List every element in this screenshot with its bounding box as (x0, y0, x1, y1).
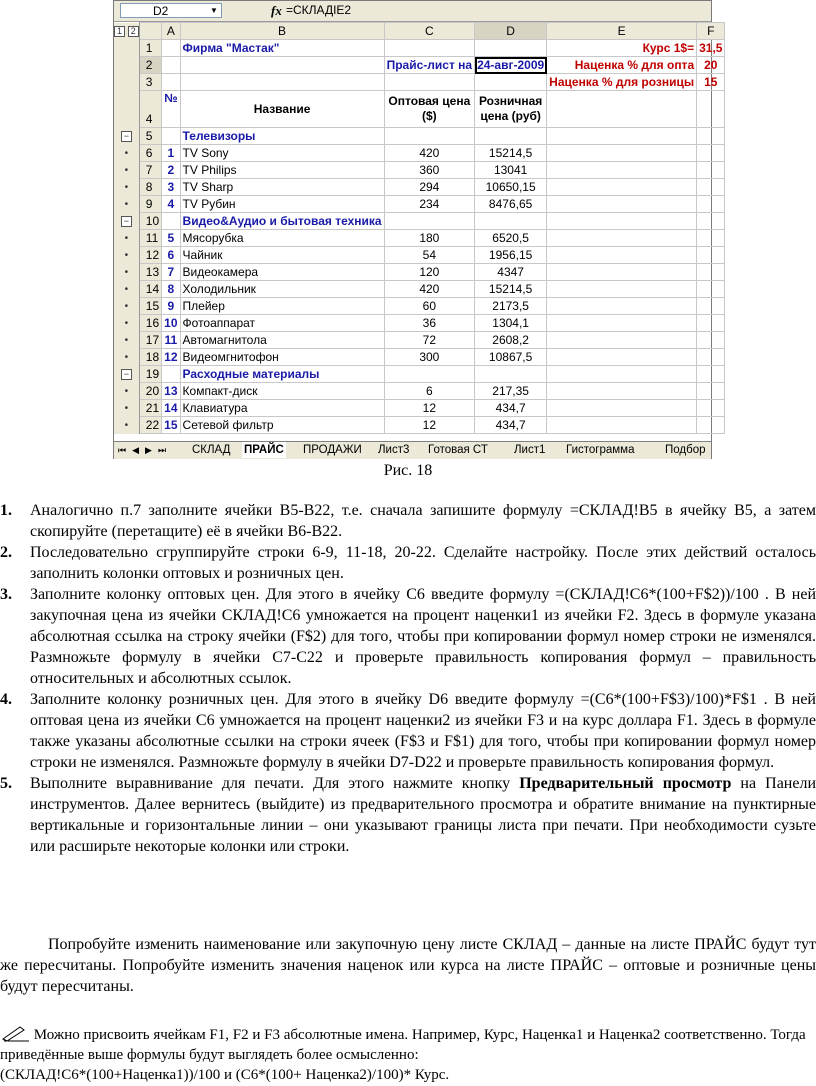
column-header-f[interactable]: F (697, 23, 725, 40)
table-row: • 7 2 TV Philips 360 13041 (114, 162, 725, 179)
collapse-group-button[interactable]: − (114, 213, 139, 230)
tab-podbor[interactable]: Подбор (665, 444, 706, 456)
list-item: 2. Последовательно сгруппируйте строки 6-9, 11-18, 20-22. Сделайте настройку. После этих действий осталось заполнить колонки оптовых и розничных цен. (0, 544, 816, 582)
company-title[interactable]: Фирма "Мастак" (180, 40, 384, 57)
table-row: • 20 13 Компакт-диск 6 217,35 (114, 383, 725, 400)
table-header-row: 4 № Название Оптовая цена ($) Розничная цена (руб) (114, 91, 725, 128)
table-row: • 13 7 Видеокамера 120 4347 (114, 264, 725, 281)
table-row: • 8 3 TV Sharp 294 10650,15 (114, 179, 725, 196)
figure-caption: Рис. 18 (383, 462, 433, 479)
group-header-row: − 5 Телевизоры (114, 128, 725, 145)
select-all-corner[interactable] (139, 23, 161, 40)
tab-list3[interactable]: Лист3 (378, 444, 410, 456)
table-row: • 15 9 Плейер 60 2173,5 (114, 298, 725, 315)
column-header-row (114, 23, 725, 40)
collapse-group-button[interactable]: − (114, 366, 139, 383)
column-header-a[interactable]: A (162, 23, 180, 40)
table-row: • 21 14 Клавиатура 12 434,7 (114, 400, 725, 417)
note-block (0, 1024, 816, 1085)
table-row: • 17 11 Автомагнитола 72 2608,2 (114, 332, 725, 349)
tab-scroll-buttons[interactable]: ⏮◀▶⏭ (118, 445, 173, 455)
note-text: Можно присвоить ячейкам F1, F2 и F3 абсолютные имена. Например, Курс, Наценка1 и Наценка2 соответственно. Тогда приведённые выше формулы будут выглядеть более осмысленно: (0, 1027, 806, 1063)
group-header-row: − 10 Видео&Аудио и бытовая техника (114, 213, 725, 230)
column-header-b[interactable]: B (180, 23, 384, 40)
table-row: • 16 10 Фотоаппарат 36 1304,1 (114, 315, 725, 332)
formula-bar (114, 1, 711, 22)
table-row: • 12 6 Чайник 54 1956,15 (114, 247, 725, 264)
chevron-down-icon[interactable]: ▼ (210, 6, 218, 15)
list-item: 3. Заполните колонку оптовых цен. Для этого в ячейку C6 введите формулу =(СКЛАД!C6*(100+F$2))/100 . В ней закупочная цена из ячейки СКЛАД!C6 умножается на процент наценки1 из ячейки F2. Здесь в формуле указана абсолютная ссылка на строку ячейки (F$2) для того, чтобы при копировании формул номер строки не изменялся. Размножьте формулу в ячейки C7-C22 и проверьте правильность копирования формул – правильность относительных и абсолютных ссылок. (0, 586, 816, 687)
list-item: 4. Заполните колонку розничных цен. Для этого в ячейку D6 введите формулу =(C6*(100+F$3)/100)*F$1 . В ней оптовая цена из ячейки C6 умножается на процент наценки2 из ячейки F3 и на курс доллара F1. Здесь в формуле также указаны абсолютные ссылки на строки ячеек (F$3 и F$1) для того, чтобы при копировании формул номер строки не изменялся. Размножьте формулу в ячейки D7-D22 и проверьте правильность копирования формул. (0, 691, 816, 771)
sheet-tab-bar (114, 441, 711, 459)
tab-list1[interactable]: Лист1 (514, 444, 546, 456)
selected-cell-d2[interactable]: 24-авг-2009 (475, 57, 547, 74)
tab-prais[interactable]: ПРАЙС (244, 444, 284, 456)
list-item: 1. Аналогично п.7 заполните ячейки B5-B22, т.е. сначала запишите формулу =СКЛАД!B5 в ячейку B5, а затем скопируйте (перетащите) её в ячейки B6-B22. (0, 502, 816, 540)
column-header-e[interactable]: E (547, 23, 697, 40)
column-header-d[interactable]: D (475, 23, 547, 40)
collapse-group-button[interactable]: − (114, 128, 139, 145)
note-formulas: (СКЛАД!C6*(100+Наценка1))/100 и (C6*(100+ Наценка2)/100)* Курс. (0, 1067, 450, 1083)
table-row: • 22 15 Сетевой фильтр 12 434,7 (114, 417, 725, 434)
outline-level-buttons[interactable]: 1 2 (114, 23, 139, 40)
cell-grid (114, 22, 725, 434)
spreadsheet-screenshot (113, 0, 723, 459)
formula-text[interactable]: =СКЛАДIE2 (286, 3, 352, 17)
name-box[interactable]: D2 (120, 3, 222, 18)
tab-gistogramma[interactable]: Гистограмма (566, 444, 635, 456)
function-icon[interactable]: fx (271, 3, 282, 18)
table-row: 2 Прайс-лист на 24-авг-2009 Наценка % для опта 20 (114, 57, 725, 74)
table-row: • 6 1 TV Sony 420 15214,5 (114, 145, 725, 162)
table-row: • 18 12 Видеомгнитофон 300 10867,5 (114, 349, 725, 366)
table-row: • 14 8 Холодильник 420 15214,5 (114, 281, 725, 298)
table-row: • 11 5 Мясорубка 180 6520,5 (114, 230, 725, 247)
instruction-list (0, 500, 816, 857)
column-header-c[interactable]: C (384, 23, 474, 40)
tab-gotovaya-st[interactable]: Готовая СТ (428, 444, 488, 456)
tab-prodazhi[interactable]: ПРОДАЖИ (303, 444, 362, 456)
body-paragraph: Попробуйте изменить наименование или закупочную цену листе СКЛАД – данные на листе ПРАЙС будут тут же пересчитаны. Попробуйте изменить значения наценок или курса на листе ПРАЙС – оптовые и розничные цены будут пересчитаны. (0, 936, 816, 995)
table-row: • 9 4 TV Рубин 234 8476,65 (114, 196, 725, 213)
tab-sklad[interactable]: СКЛАД (192, 444, 231, 456)
table-row: 3 Наценка % для розницы 15 (114, 74, 725, 91)
group-header-row: − 19 Расходные материалы (114, 366, 725, 383)
pencil-icon (0, 1024, 30, 1042)
table-row: 1 Фирма "Мастак" Курс 1$= 31,5 (114, 40, 725, 57)
list-item: 5. Выполните выравнивание для печати. Для этого нажмите кнопку Предварительный просмотр на Панели инструментов. Далее вернитесь (выйдите) из предварительного просмотра и обратите внимание на пунктирные вертикальные и горизонтальные линии – они указывают границы листа при печати. При необходимости сузьте или расширьте некоторые колонки или строки. (0, 775, 816, 855)
